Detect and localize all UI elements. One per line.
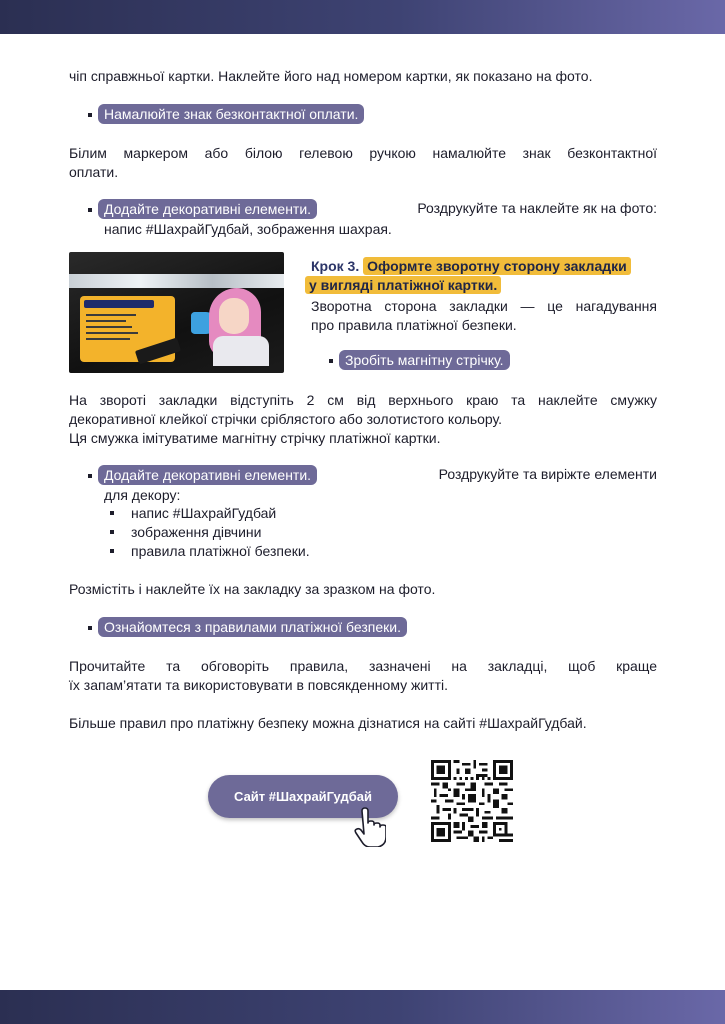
paragraph-marker-line1: Білим маркером або білою гелевою ручкою намалюйте знак безконтактної [69, 145, 657, 161]
bullet-marker [88, 113, 92, 117]
bullet-text: Роздрукуйте та виріжте елементи [438, 466, 657, 482]
bullet-marker [329, 359, 333, 363]
instruction-pill: Намалюйте знак безконтактної оплати. [98, 104, 364, 124]
qr-code-icon[interactable] [431, 760, 513, 842]
sub-bullet-marker [110, 530, 114, 534]
bullet-text-line2: для декору: [104, 487, 181, 503]
magnetic-strip [69, 274, 284, 288]
site-button[interactable]: Сайт #ШахрайГудбай [208, 775, 398, 818]
step-label: Крок 3. [311, 258, 360, 274]
bookmark-back-photo [69, 252, 284, 373]
paragraph-strip-line2: декоративної клейкої стрічки сріблястого або золотистого кольору. [69, 411, 503, 427]
rules-card [80, 296, 175, 362]
instruction-pill: Додайте декоративні елементи. [98, 465, 317, 485]
paragraph-marker-line2: оплати. [69, 164, 119, 180]
sub-bullet-marker [110, 511, 114, 515]
instruction-pill: Зробіть магнітну стрічку. [339, 350, 510, 370]
footer-bar [0, 990, 725, 1024]
bullet-item-magnetic [339, 350, 510, 370]
bullet-text: Роздрукуйте та наклейте як на фото: [417, 200, 657, 216]
bullet-item-decor-1 [98, 199, 657, 219]
paragraph-reminder-line1: Зворотна сторона закладки — це нагадування [311, 298, 657, 314]
paragraph-discuss-line2: їх запам’ятати та використовувати в повсякденному житті. [69, 677, 449, 693]
sub-item-girl: зображення дівчини [131, 524, 262, 540]
paragraph-strip-line3: Ця смужка імітуватиме магнітну стрічку платіжної картки. [69, 430, 441, 446]
sub-item-hashtag: напис #ШахрайГудбай [131, 505, 277, 521]
bullet-marker [88, 208, 92, 212]
sub-item-rules: правила платіжної безпеки. [131, 543, 310, 559]
instruction-pill: Додайте декоративні елементи. [98, 199, 317, 219]
step-highlight-1: Оформте зворотну сторону закладки [363, 257, 631, 275]
bullet-marker [88, 626, 92, 630]
hand-pointer-icon [352, 807, 386, 847]
paragraph-strip-line1: На звороті закладки відступіть 2 см від верхнього краю та наклейте смужку [69, 392, 657, 408]
paragraph-reminder-line2: про правила платіжної безпеки. [311, 317, 517, 333]
paragraph-more-rules: Більше правил про платіжну безпеку можна дізнатися на сайті #ШахрайГудбай. [69, 715, 587, 731]
paragraph-discuss-line1: Прочитайте та обговоріть правила, зазначені на закладці, щоб краще [69, 658, 657, 674]
bullet-item-rules [98, 617, 651, 637]
header-bar [0, 0, 725, 34]
paragraph-place: Розмістіть і наклейте їх на закладку за зразком на фото. [69, 581, 436, 597]
step-highlight-2: у вигляді платіжної картки. [305, 276, 501, 294]
bullet-item-decor-2 [98, 465, 657, 485]
bullet-marker [88, 474, 92, 478]
sub-bullet-marker [110, 549, 114, 553]
instruction-pill: Ознайомтеся з правилами платіжної безпеки. [98, 617, 407, 637]
bullet-item-contactless [98, 104, 651, 124]
paragraph-chip: чіп справжньої картки. Наклейте його над номером картки, як показано на фото. [69, 68, 593, 84]
step-3-title [311, 257, 631, 295]
bullet-text-line2: напис #ШахрайГудбай, зображення шахрая. [104, 221, 392, 237]
